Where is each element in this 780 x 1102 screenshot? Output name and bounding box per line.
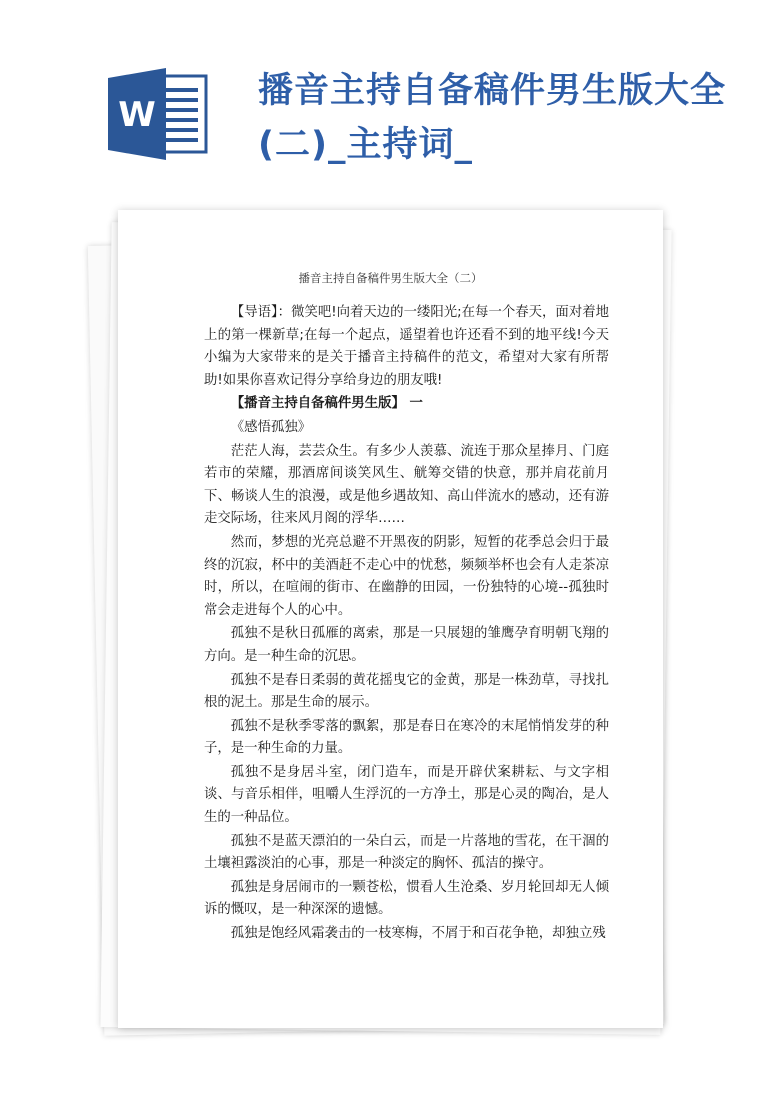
page-header: 播音主持自备稿件男生版大全（二）	[298, 271, 483, 285]
article-title: 《感悟孤独》	[230, 419, 312, 435]
body-paragraph: 孤独不是身居斗室，闭门造车，而是开辟伏案耕耘、与文字相谈、与音乐相伴，咀嚼人生浮沉的一方净土，那是心灵的陶冶，是人生的一种品位。	[204, 764, 609, 826]
body-paragraph: 然而，梦想的光亮总避不开黑夜的阴影，短暂的花季总会归于最终的沉寂，杯中的美酒赶不走心中的忧愁，频频举杯也会有人走茶凉时，所以，在喧闹的街市、在幽静的田园，一份独特的心境--孤独时常会走进每个人的心中。	[204, 534, 609, 618]
body-paragraph: 孤独是身居闹市的一颗苍松，惯看人生沧桑、岁月轮回却无人倾诉的慨叹，是一种深深的遗憾。	[204, 879, 609, 918]
title-line-2: (二)_主持词_	[258, 125, 473, 165]
body-paragraph: 孤独不是秋季零落的飘絮，那是春日在寒冷的末尾悄悄发芽的种子，是一种生命的力量。	[204, 718, 609, 757]
intro-paragraph: 【导语】：微笑吧!向着天边的一缕阳光;在每一个春天，面对着地上的第一棵新草;在每一个起点，遥望着也许还看不到的地平线!今天小编为大家带来的是关于播音主持稿件的范文，希望对大家有所帮助!如果你喜欢记得分享给身边的朋友哦!	[204, 305, 609, 388]
section-heading: 【播音主持自备稿件男生版】 一	[230, 396, 423, 412]
body-paragraph: 孤独不是春日柔弱的黄花摇曳它的金黄，那是一株劲草，寻找扎根的泥土。那是生命的展示。	[204, 672, 609, 711]
document-page	[118, 210, 663, 1028]
body-paragraph: 孤独是饱经风霜袭击的一枝寒梅，不屑于和百花争艳，却独立残	[230, 926, 606, 942]
document-body	[204, 302, 609, 947]
body-paragraph: 茫茫人海，芸芸众生。有多少人羡慕、流连于那众星捧月、门庭若市的荣耀，那酒席间谈笑风生、觥筹交错的快意，那并肩花前月下、畅谈人生的浪漫，或是他乡遇故知、高山伴流水的感动，还有游走交际场，往来风月阁的浮华……	[204, 443, 609, 527]
body-paragraph: 孤独不是蓝天漂泊的一朵白云，而是一片落地的雪花，在干涸的土壤袒露淡泊的心事，那是一种淡定的胸怀、孤洁的操守。	[204, 833, 609, 872]
word-document-icon	[108, 68, 208, 160]
document-title	[258, 64, 763, 172]
body-paragraph: 孤独不是秋日孤雁的离索，那是一只展翅的雏鹰孕育明朝飞翔的方向。是一种生命的沉思。	[204, 626, 609, 664]
title-line-1: 播音主持自备稿件男生版大全	[258, 71, 727, 111]
header	[0, 0, 780, 200]
svg-text:W: W	[118, 95, 156, 135]
